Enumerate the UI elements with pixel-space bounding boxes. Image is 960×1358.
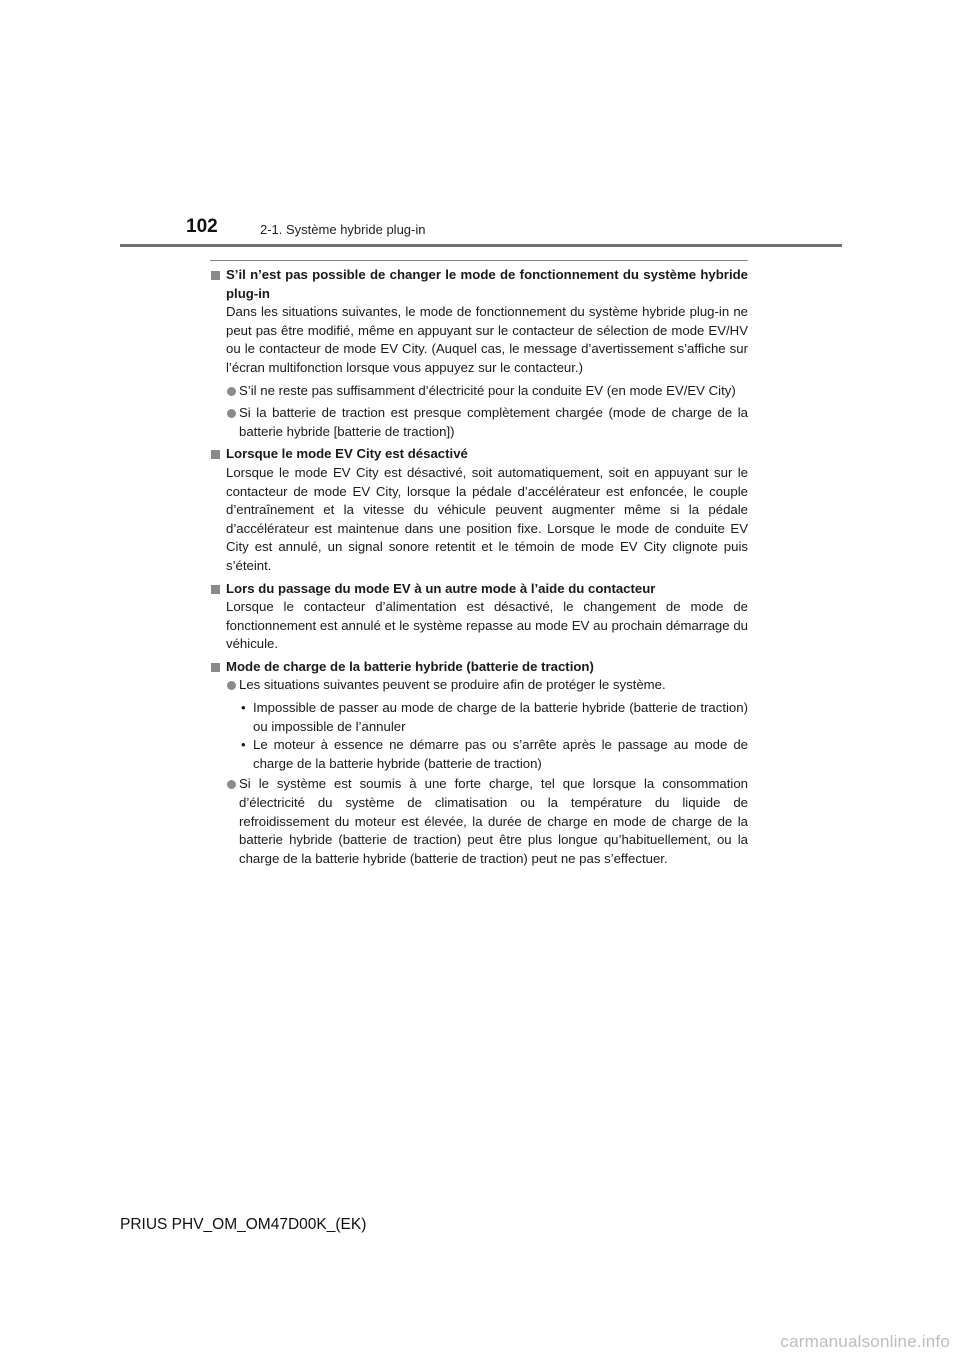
page-number: 102 [186,216,218,237]
square-icon [211,663,220,672]
dot-icon: • [241,737,246,753]
section-heading [210,580,748,599]
sub-list-item-text: Impossible de passer au mode de charge de la batterie hybride (batterie de traction) ou impossible de l’annuler [253,700,748,734]
circle-bullet-icon [227,387,236,396]
sub-list-item [210,699,748,736]
section-heading-text: Lorsque le mode EV City est désactivé [226,446,468,462]
list-item [210,775,748,868]
sub-list [210,699,748,773]
page-content [210,266,748,872]
dot-icon: • [241,700,246,716]
circle-bullet-icon [227,681,236,690]
section-heading-text: Lors du passage du mode EV à un autre mode à l’aide du contacteur [226,580,656,596]
section-title: 2-1. Système hybride plug-in [260,222,426,237]
list-item-text: S’il ne reste pas suffisamment d’électricité pour la conduite EV (en mode EV/EV City) [239,382,736,398]
section-mode-change-impossible [210,266,748,441]
circle-bullet-icon [227,409,236,418]
list-item [210,404,748,441]
section-paragraph: Dans les situations suivantes, le mode de fonctionnement du système hybride plug-in ne peut pas être modifié, même en appuyant sur le contacteur de sélection de mode EV/HV ou le contacteur de mode EV City. (Auquel cas, le message d’avertissement s’affiche sur l’écran multifonction lorsque vous appuyez sur le contacteur.) [226,304,748,375]
section-ev-city-off [210,445,748,575]
list-item [210,676,748,695]
square-icon [211,585,220,594]
list-item-text: Si le système est soumis à une forte charge, tel que lorsque la consommation d’électricité du système de climatisation ou la température du liquide de refroidissement du moteur est élevée, la durée de charge en mode de charge de la batterie hybride (batterie de traction) peut être plus longue qu’habituellement, ou la charge de la batterie hybride (batterie de traction) peut ne pas s’effectuer. [239,776,748,866]
list-item-text: Les situations suivantes peuvent se produire afin de protéger le système. [239,677,666,693]
watermark: carmanualsonline.info [780,1332,950,1351]
circle-bullet-icon [227,780,236,789]
content-rule [210,260,748,261]
header-rule [120,244,842,247]
section-battery-charge-mode [210,658,748,869]
section-heading-text: Mode de charge de la batterie hybride (batterie de traction) [226,658,594,674]
sub-list-item [210,736,748,773]
square-icon [211,450,220,459]
list-item-text: Si la batterie de traction est presque complètement chargée (mode de charge de la batterie hybride [batterie de traction]) [239,405,748,439]
section-heading [210,658,748,677]
document-id: PRIUS PHV_OM_OM47D00K_(EK) [120,1216,367,1233]
section-paragraph: Lorsque le mode EV City est désactivé, soit automatiquement, soit en appuyant sur le contacteur de mode EV City, lorsque la pédale d’accélérateur est enfoncée, le couple d’entraînement et la vitesse du véhicule peuvent augmenter même si la pédale d’accélérateur est maintenue dans une position fixe. Lorsque le mode de conduite EV City est annulé, un signal sonore retentit et le témoin de mode EV City clignote puis s’éteint. [226,464,748,573]
square-icon [211,271,220,280]
section-ev-mode-switch [210,580,748,654]
section-heading [210,266,748,303]
section-paragraph: Lorsque le contacteur d’alimentation est désactivé, le changement de mode de fonctionnement est annulé et le système repasse au mode EV au prochain démarrage du véhicule. [226,599,748,652]
sub-list-item-text: Le moteur à essence ne démarre pas ou s’arrête après le passage au mode de charge de la batterie hybride (batterie de traction) [253,737,748,771]
section-heading [210,445,748,464]
list-item [210,382,748,401]
section-heading-text: S’il n’est pas possible de changer le mode de fonctionnement du système hybride plug-in [226,267,748,301]
